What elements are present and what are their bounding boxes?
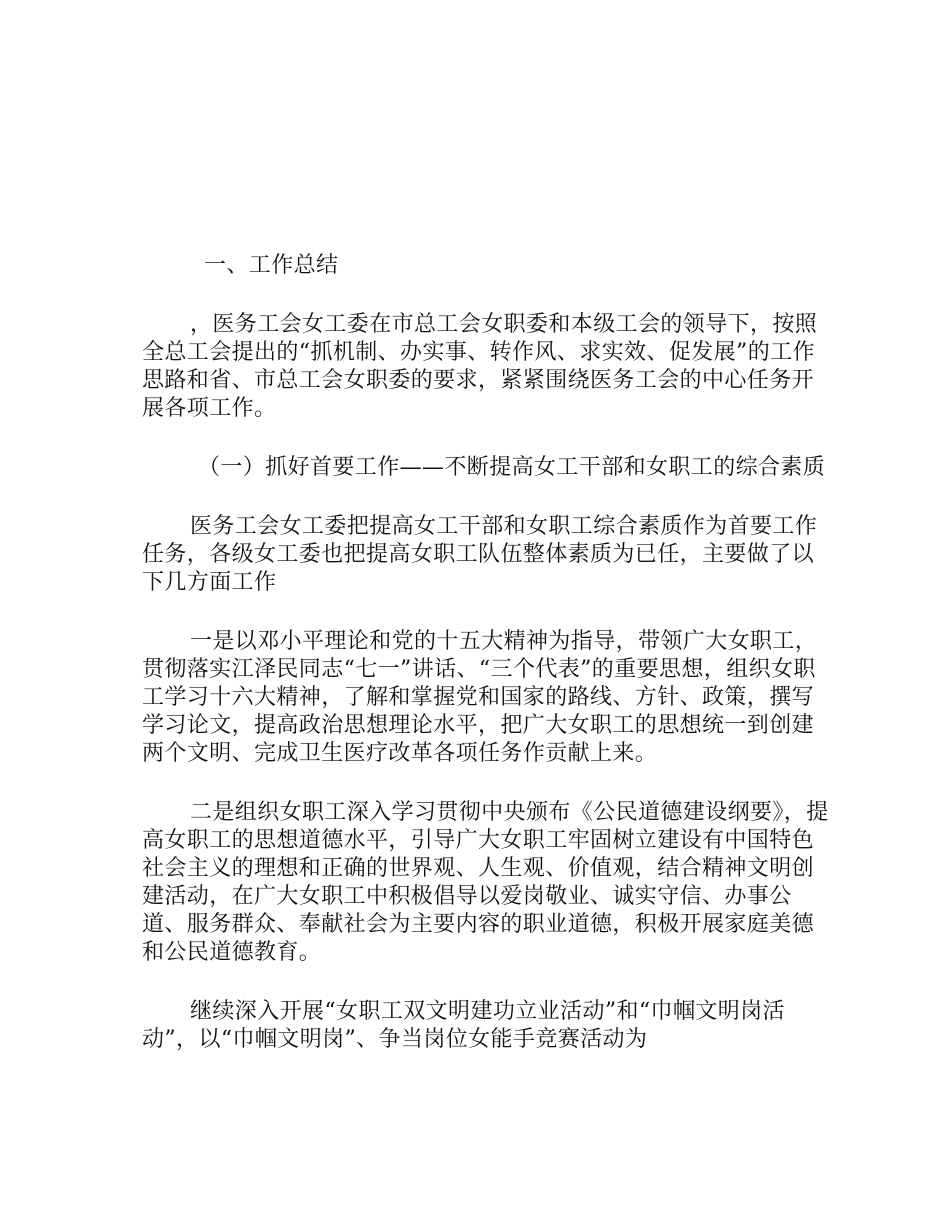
document-body — [142, 252, 830, 1085]
paragraph-intro: ，医务工会女工委在市总工会女职委和本级工会的领导下，按照全总工会提出的“抓机制、办实事、转作风、求实效、促发展”的工作思路和省、市总工会女职委的要求，紧紧围绕医务工会的中心任务开展各项工作。 — [142, 312, 818, 421]
subsection-heading: （一）抓好首要工作——不断提高女工干部和女职工的综合素质 — [198, 455, 826, 480]
paragraph-overview: 医务工会女工委把提高女工干部和女职工综合素质作为首要工作任务，各级女工委也把提高女职工队伍整体素质为已任，主要做了以下几方面工作 — [142, 514, 818, 595]
paragraph-point-one: 一是以邓小平理论和党的十五大精神为指导，带领广大女职工，贯彻落实江泽民同志“七一”讲话、“三个代表”的重要思想，组织女职工学习十六大精神，了解和掌握党和国家的路线、方针、政策，撰写学习论文，提高政治思想理论水平，把广大女职工的思想统一到创建两个文明、完成卫生医疗改革各项任务作贡献上来。 — [142, 629, 818, 766]
section-heading: 一、工作总结 — [204, 253, 339, 278]
paragraph-continuation: 继续深入开展“女职工双文明建功立业活动”和“巾帼文明岗活动”，以“巾帼文明岗”、争当岗位女能手竞赛活动为 — [142, 999, 785, 1052]
paragraph-point-two: 二是组织女职工深入学习贯彻中央颁布《公民道德建设纲要》，提高女职工的思想道德水平，引导广大女职工牢固树立建设有中国特色社会主义的理想和正确的世界观、人生观、价值观，结合精神文明创建活动，在广大女职工中积极倡导以爱岗敬业、诚实守信、办事公道、服务群众、奉献社会为主要内容的职业道德，积极开展家庭美德和公民道德教育。 — [142, 800, 829, 965]
